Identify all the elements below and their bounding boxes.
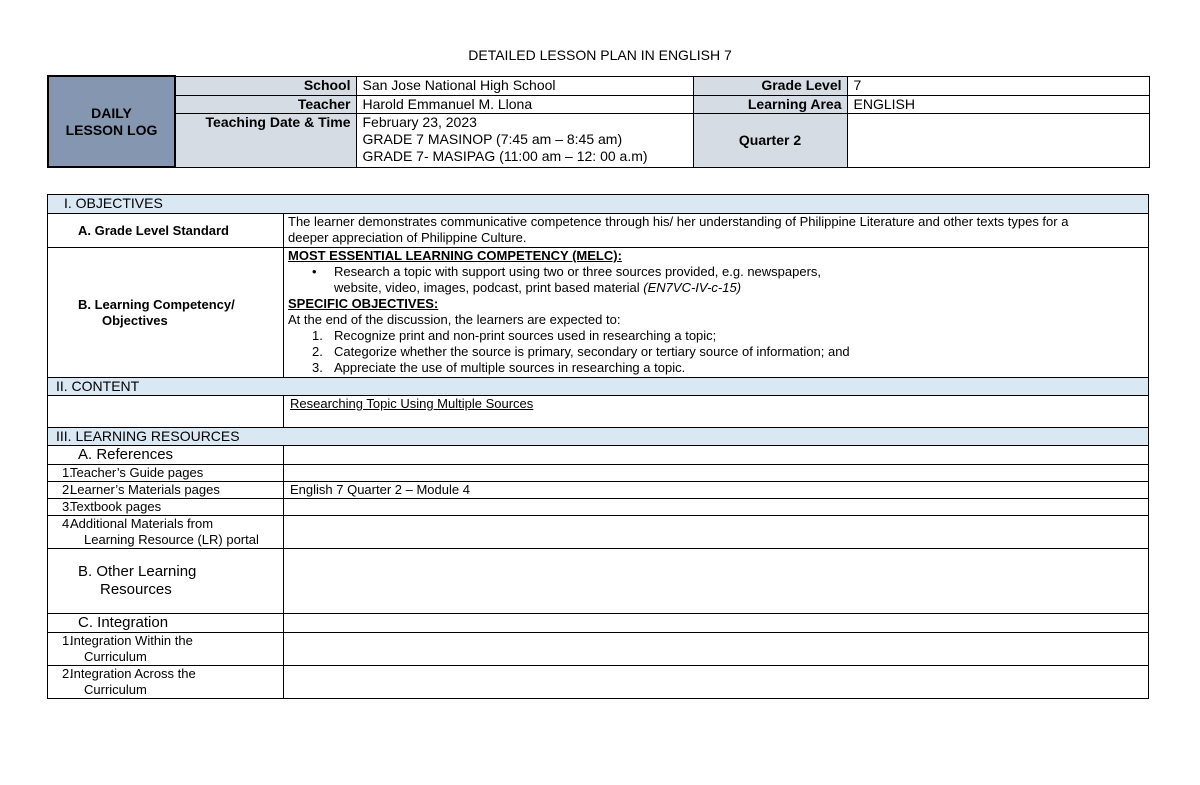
textbook-pages-label: 3.Textbook pages bbox=[48, 499, 284, 516]
textbook-pages-value bbox=[284, 499, 1149, 516]
learning-area-label: Learning Area bbox=[693, 95, 847, 113]
grade-level-standard-label: A. Grade Level Standard bbox=[48, 214, 284, 248]
resources-section-row bbox=[48, 428, 1149, 446]
teaching-date-label: Teaching Date & Time bbox=[175, 113, 356, 167]
resource-item-row bbox=[48, 482, 1149, 499]
additional-materials-value bbox=[284, 516, 1149, 549]
school-value: San Jose National High School bbox=[356, 76, 693, 95]
teaching-date-line: GRADE 7 MASINOP (7:45 am – 8:45 am) bbox=[362, 130, 623, 147]
integration-across-row bbox=[48, 666, 1149, 699]
other-resources-label: B. Other Learning Resources bbox=[48, 549, 284, 614]
integration-label: C. Integration bbox=[48, 614, 284, 633]
melc-bullet: • Research a topic with support using two or three sources provided, e.g. newspapers, website, video, images, podcast, print based material (EN7VC-IV-c-15) bbox=[288, 264, 1148, 296]
specific-objective-item: 2. Categorize whether the source is primary, secondary or tertiary source of information; and bbox=[312, 344, 850, 359]
integration-within-value bbox=[284, 633, 1149, 666]
quarter-label: Quarter 2 bbox=[693, 113, 847, 167]
school-label: School bbox=[175, 76, 356, 95]
learning-competency-row bbox=[48, 248, 1149, 378]
learning-competency-label: B. Learning Competency/ Objectives bbox=[48, 248, 284, 378]
integration-within-row bbox=[48, 633, 1149, 666]
learners-materials-value: English 7 Quarter 2 – Module 4 bbox=[284, 482, 1149, 499]
specific-objective-item: 1. Recognize print and non-print sources used in researching a topic; bbox=[312, 328, 717, 343]
grade-level-standard-row bbox=[48, 214, 1149, 248]
content-heading: II. CONTENT bbox=[48, 378, 1149, 396]
learners-materials-label: 2.Learner’s Materials pages bbox=[48, 482, 284, 499]
document-title: DETAILED LESSON PLAN IN ENGLISH 7 bbox=[468, 47, 732, 63]
integration-across-value bbox=[284, 666, 1149, 699]
references-label: A. References bbox=[48, 446, 284, 465]
objectives-section-row bbox=[48, 195, 1149, 214]
teacher-value: Harold Emmanuel M. Llona bbox=[356, 95, 693, 113]
learning-area-value: ENGLISH bbox=[847, 95, 1149, 113]
integration-value bbox=[284, 614, 1149, 633]
specific-objectives-heading: SPECIFIC OBJECTIVES: bbox=[288, 296, 439, 311]
teachers-guide-label: 1.Teacher’s Guide pages bbox=[48, 465, 284, 482]
references-row bbox=[48, 446, 1149, 465]
references-value bbox=[284, 446, 1149, 465]
learning-competency-content bbox=[284, 248, 1149, 378]
teaching-date-line: February 23, 2023 bbox=[362, 113, 477, 130]
other-resources-row bbox=[48, 549, 1149, 614]
melc-heading: MOST ESSENTIAL LEARNING COMPETENCY (MELC): bbox=[288, 248, 622, 263]
teaching-date-line: GRADE 7- MASIPAG (11:00 am – 12: 00 a.m) bbox=[362, 147, 648, 164]
quarter-value bbox=[847, 113, 1149, 167]
content-section-row bbox=[48, 378, 1149, 396]
integration-row bbox=[48, 614, 1149, 633]
teachers-guide-value bbox=[284, 465, 1149, 482]
additional-materials-row bbox=[48, 516, 1149, 549]
teacher-label: Teacher bbox=[175, 95, 356, 113]
resource-item-row bbox=[48, 499, 1149, 516]
header-table bbox=[47, 75, 1150, 168]
objectives-heading: I. OBJECTIVES bbox=[48, 195, 1149, 214]
additional-materials-label: 4.Additional Materials from Learning Resource (LR) portal bbox=[48, 516, 284, 549]
resources-heading: III. LEARNING RESOURCES bbox=[48, 428, 1149, 446]
grade-level-value: 7 bbox=[847, 76, 1149, 95]
integration-within-label: 1.Integration Within the Curriculum bbox=[48, 633, 284, 666]
grade-level-label: Grade Level bbox=[693, 76, 847, 95]
specific-objective-item: 3. Appreciate the use of multiple sources in researching a topic. bbox=[312, 360, 686, 375]
content-label-cell bbox=[48, 396, 284, 428]
melc-code: (EN7VC-IV-c-15) bbox=[643, 280, 742, 295]
lesson-plan-table bbox=[47, 194, 1149, 699]
integration-across-label: 2.Integration Across the Curriculum bbox=[48, 666, 284, 699]
content-row bbox=[48, 396, 1149, 428]
grade-level-standard-text: The learner demonstrates communicative competence through his/ her understanding of Philippine Literature and other texts types for a deeper appreciation of Philippine Culture. bbox=[284, 214, 1149, 248]
resource-item-row bbox=[48, 465, 1149, 482]
specific-objectives-intro: At the end of the discussion, the learners are expected to: bbox=[288, 312, 621, 327]
teaching-date-value bbox=[356, 113, 693, 167]
daily-lesson-log-label: DAILY LESSON LOG bbox=[48, 76, 175, 167]
other-resources-value bbox=[284, 549, 1149, 614]
content-topic: Researching Topic Using Multiple Sources bbox=[284, 396, 1149, 428]
